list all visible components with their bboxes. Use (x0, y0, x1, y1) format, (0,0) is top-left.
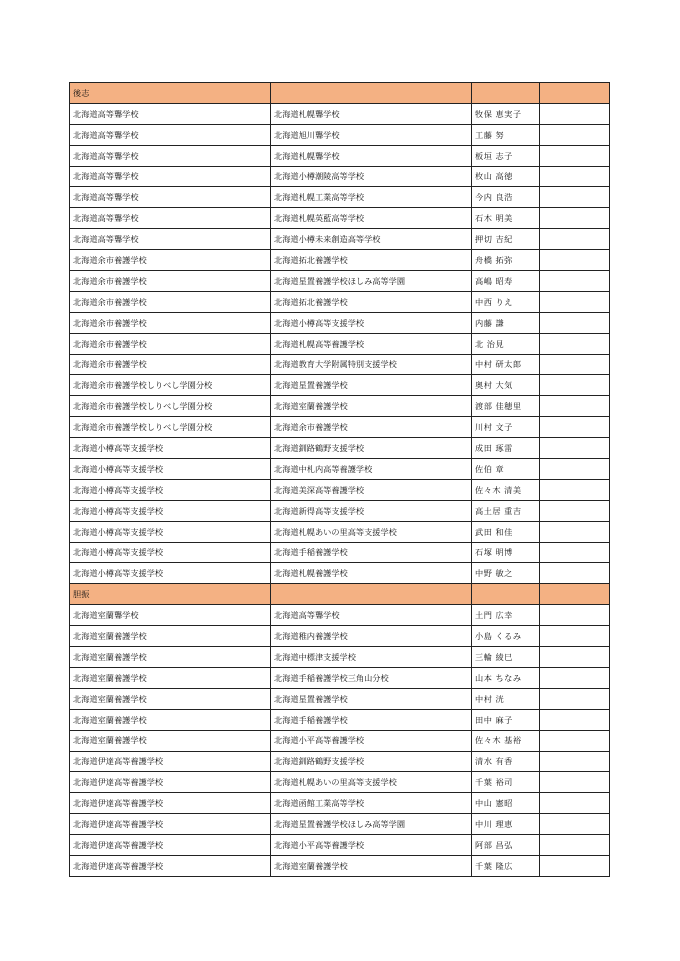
transfer-table (69, 82, 610, 877)
current-school-cell: 北海道室蘭聾学校 (70, 605, 271, 626)
section-header-cell (271, 584, 472, 605)
table-row (70, 375, 610, 396)
new-school-cell: 北海道小樽未来創造高等学校 (271, 229, 472, 250)
new-school-cell: 北海道稚内養護学校 (271, 626, 472, 647)
section-header-row (70, 83, 610, 104)
empty-cell (540, 772, 610, 793)
new-school-cell: 北海道中標津支援学校 (271, 647, 472, 668)
new-school-cell: 北海道小平高等養護学校 (271, 730, 472, 751)
person-name-cell: 山本 ちなみ (472, 667, 540, 688)
table-row (70, 667, 610, 688)
person-name-cell: 田中 麻子 (472, 709, 540, 730)
empty-cell (540, 396, 610, 417)
table-row (70, 855, 610, 876)
current-school-cell: 北海道余市養護学校しりべし学園分校 (70, 375, 271, 396)
empty-cell (540, 417, 610, 438)
table-row (70, 250, 610, 271)
new-school-cell: 北海道拓北養護学校 (271, 291, 472, 312)
person-name-cell: 千葉 裕司 (472, 772, 540, 793)
table-row (70, 312, 610, 333)
person-name-cell: 石木 明美 (472, 208, 540, 229)
new-school-cell: 北海道星置養護学校 (271, 688, 472, 709)
current-school-cell: 北海道高等聾学校 (70, 229, 271, 250)
new-school-cell: 北海道札幌工業高等学校 (271, 187, 472, 208)
table-row (70, 542, 610, 563)
table-row (70, 229, 610, 250)
new-school-cell: 北海道高等聾学校 (271, 605, 472, 626)
empty-cell (540, 626, 610, 647)
table-row (70, 521, 610, 542)
current-school-cell: 北海道高等聾学校 (70, 103, 271, 124)
new-school-cell: 北海道室蘭養護学校 (271, 396, 472, 417)
current-school-cell: 北海道余市養護学校 (70, 250, 271, 271)
section-title: 胆振 (70, 584, 271, 605)
current-school-cell: 北海道高等聾学校 (70, 166, 271, 187)
current-school-cell: 北海道小樽高等支援学校 (70, 542, 271, 563)
person-name-cell: 阿部 昌弘 (472, 835, 540, 856)
current-school-cell: 北海道伊達高等養護学校 (70, 772, 271, 793)
empty-cell (540, 751, 610, 772)
current-school-cell: 北海道小樽高等支援学校 (70, 459, 271, 480)
section-header-cell (540, 584, 610, 605)
person-name-cell: 今内 良浩 (472, 187, 540, 208)
section-header-cell (472, 83, 540, 104)
person-name-cell: 工藤 努 (472, 124, 540, 145)
empty-cell (540, 605, 610, 626)
person-name-cell: 板垣 志子 (472, 145, 540, 166)
new-school-cell: 北海道美深高等養護学校 (271, 479, 472, 500)
empty-cell (540, 709, 610, 730)
person-name-cell: 高土居 重吉 (472, 500, 540, 521)
table-row (70, 626, 610, 647)
table-row (70, 479, 610, 500)
new-school-cell: 北海道旭川聾学校 (271, 124, 472, 145)
section-header-cell (271, 83, 472, 104)
empty-cell (540, 124, 610, 145)
person-name-cell: 千葉 隆広 (472, 855, 540, 876)
person-name-cell: 渡部 佳穂里 (472, 396, 540, 417)
person-name-cell: 中川 理恵 (472, 814, 540, 835)
person-name-cell: 内藤 謙 (472, 312, 540, 333)
empty-cell (540, 187, 610, 208)
current-school-cell: 北海道小樽高等支援学校 (70, 479, 271, 500)
table-row (70, 772, 610, 793)
table-row (70, 166, 610, 187)
empty-cell (540, 814, 610, 835)
new-school-cell: 北海道教育大学附属特別支援学校 (271, 354, 472, 375)
new-school-cell: 北海道手稲養護学校 (271, 709, 472, 730)
table-row (70, 814, 610, 835)
new-school-cell: 北海道手稲養護学校 (271, 542, 472, 563)
empty-cell (540, 688, 610, 709)
current-school-cell: 北海道室蘭養護学校 (70, 688, 271, 709)
empty-cell (540, 521, 610, 542)
table-row (70, 354, 610, 375)
current-school-cell: 北海道小樽高等支援学校 (70, 500, 271, 521)
table-row (70, 396, 610, 417)
person-name-cell: 三輪 綾巳 (472, 647, 540, 668)
table-row (70, 333, 610, 354)
empty-cell (540, 103, 610, 124)
table-row (70, 459, 610, 480)
current-school-cell: 北海道余市養護学校 (70, 312, 271, 333)
empty-cell (540, 459, 610, 480)
current-school-cell: 北海道伊達高等養護学校 (70, 793, 271, 814)
current-school-cell: 北海道余市養護学校 (70, 354, 271, 375)
person-name-cell: 石塚 明博 (472, 542, 540, 563)
person-name-cell: 北 治見 (472, 333, 540, 354)
person-name-cell: 牧保 恵実子 (472, 103, 540, 124)
empty-cell (540, 208, 610, 229)
empty-cell (540, 145, 610, 166)
current-school-cell: 北海道余市養護学校 (70, 291, 271, 312)
new-school-cell: 北海道小樽高等支援学校 (271, 312, 472, 333)
person-name-cell: 中村 洸 (472, 688, 540, 709)
current-school-cell: 北海道伊達高等養護学校 (70, 855, 271, 876)
current-school-cell: 北海道高等聾学校 (70, 187, 271, 208)
new-school-cell: 北海道小樽潮陵高等学校 (271, 166, 472, 187)
new-school-cell: 北海道手稲養護学校三角山分校 (271, 667, 472, 688)
table-row (70, 208, 610, 229)
person-name-cell: 中野 敏之 (472, 563, 540, 584)
person-name-cell: 清水 有香 (472, 751, 540, 772)
person-name-cell: 佐々木 基裕 (472, 730, 540, 751)
section-title: 後志 (70, 83, 271, 104)
person-name-cell: 高嶋 昭寿 (472, 271, 540, 292)
current-school-cell: 北海道余市養護学校 (70, 271, 271, 292)
person-name-cell: 佐伯 章 (472, 459, 540, 480)
table-row (70, 124, 610, 145)
empty-cell (540, 271, 610, 292)
empty-cell (540, 542, 610, 563)
empty-cell (540, 793, 610, 814)
current-school-cell: 北海道高等聾学校 (70, 208, 271, 229)
empty-cell (540, 312, 610, 333)
new-school-cell: 北海道拓北養護学校 (271, 250, 472, 271)
new-school-cell: 北海道中札内高等養護学校 (271, 459, 472, 480)
current-school-cell: 北海道余市養護学校しりべし学園分校 (70, 396, 271, 417)
empty-cell (540, 730, 610, 751)
person-name-cell: 川村 文子 (472, 417, 540, 438)
person-name-cell: 枚山 高徳 (472, 166, 540, 187)
new-school-cell: 北海道札幌あいの里高等支援学校 (271, 772, 472, 793)
new-school-cell: 北海道室蘭養護学校 (271, 855, 472, 876)
current-school-cell: 北海道室蘭養護学校 (70, 730, 271, 751)
current-school-cell: 北海道室蘭養護学校 (70, 626, 271, 647)
person-name-cell: 中山 憲昭 (472, 793, 540, 814)
table-row (70, 605, 610, 626)
empty-cell (540, 250, 610, 271)
new-school-cell: 北海道函館工業高等学校 (271, 793, 472, 814)
new-school-cell: 北海道札幌聾学校 (271, 145, 472, 166)
empty-cell (540, 647, 610, 668)
current-school-cell: 北海道小樽高等支援学校 (70, 563, 271, 584)
table-row (70, 709, 610, 730)
empty-cell (540, 375, 610, 396)
current-school-cell: 北海道高等聾学校 (70, 124, 271, 145)
person-name-cell: 小島 くるみ (472, 626, 540, 647)
table-row (70, 688, 610, 709)
new-school-cell: 北海道釧路鶴野支援学校 (271, 751, 472, 772)
person-name-cell: 奥村 大気 (472, 375, 540, 396)
current-school-cell: 北海道伊達高等養護学校 (70, 835, 271, 856)
new-school-cell: 北海道札幌養護学校 (271, 563, 472, 584)
new-school-cell: 北海道小平高等養護学校 (271, 835, 472, 856)
current-school-cell: 北海道伊達高等養護学校 (70, 814, 271, 835)
person-name-cell: 武田 和佳 (472, 521, 540, 542)
empty-cell (540, 354, 610, 375)
person-name-cell: 佐々木 清美 (472, 479, 540, 500)
new-school-cell: 北海道札幌英藍高等学校 (271, 208, 472, 229)
new-school-cell: 北海道新得高等支援学校 (271, 500, 472, 521)
person-name-cell: 中西 りえ (472, 291, 540, 312)
empty-cell (540, 855, 610, 876)
empty-cell (540, 500, 610, 521)
table-row (70, 417, 610, 438)
table-row (70, 563, 610, 584)
section-header-row (70, 584, 610, 605)
empty-cell (540, 438, 610, 459)
current-school-cell: 北海道高等聾学校 (70, 145, 271, 166)
empty-cell (540, 166, 610, 187)
current-school-cell: 北海道余市養護学校しりべし学園分校 (70, 417, 271, 438)
table-row (70, 187, 610, 208)
table-row (70, 145, 610, 166)
empty-cell (540, 835, 610, 856)
empty-cell (540, 563, 610, 584)
new-school-cell: 北海道星置養護学校 (271, 375, 472, 396)
current-school-cell: 北海道伊達高等養護学校 (70, 751, 271, 772)
current-school-cell: 北海道室蘭養護学校 (70, 709, 271, 730)
new-school-cell: 北海道余市養護学校 (271, 417, 472, 438)
table-row (70, 291, 610, 312)
table-row (70, 793, 610, 814)
new-school-cell: 北海道札幌あいの里高等支援学校 (271, 521, 472, 542)
table-row (70, 271, 610, 292)
empty-cell (540, 229, 610, 250)
new-school-cell: 北海道札幌聾学校 (271, 103, 472, 124)
transfer-table-body (70, 83, 610, 877)
current-school-cell: 北海道室蘭養護学校 (70, 667, 271, 688)
current-school-cell: 北海道余市養護学校 (70, 333, 271, 354)
table-row (70, 730, 610, 751)
table-row (70, 751, 610, 772)
section-header-cell (540, 83, 610, 104)
person-name-cell: 舟橋 拓弥 (472, 250, 540, 271)
section-header-cell (472, 584, 540, 605)
empty-cell (540, 291, 610, 312)
current-school-cell: 北海道小樽高等支援学校 (70, 521, 271, 542)
new-school-cell: 北海道札幌高等養護学校 (271, 333, 472, 354)
new-school-cell: 北海道釧路鶴野支援学校 (271, 438, 472, 459)
person-name-cell: 押切 吉紀 (472, 229, 540, 250)
person-name-cell: 中村 研太郎 (472, 354, 540, 375)
person-name-cell: 成田 琢雷 (472, 438, 540, 459)
new-school-cell: 北海道星置養護学校ほしみ高等学園 (271, 271, 472, 292)
empty-cell (540, 667, 610, 688)
new-school-cell: 北海道星置養護学校ほしみ高等学園 (271, 814, 472, 835)
current-school-cell: 北海道小樽高等支援学校 (70, 438, 271, 459)
table-row (70, 103, 610, 124)
current-school-cell: 北海道室蘭養護学校 (70, 647, 271, 668)
table-row (70, 647, 610, 668)
person-name-cell: 土門 広幸 (472, 605, 540, 626)
table-row (70, 835, 610, 856)
table-row (70, 438, 610, 459)
empty-cell (540, 479, 610, 500)
empty-cell (540, 333, 610, 354)
table-row (70, 500, 610, 521)
